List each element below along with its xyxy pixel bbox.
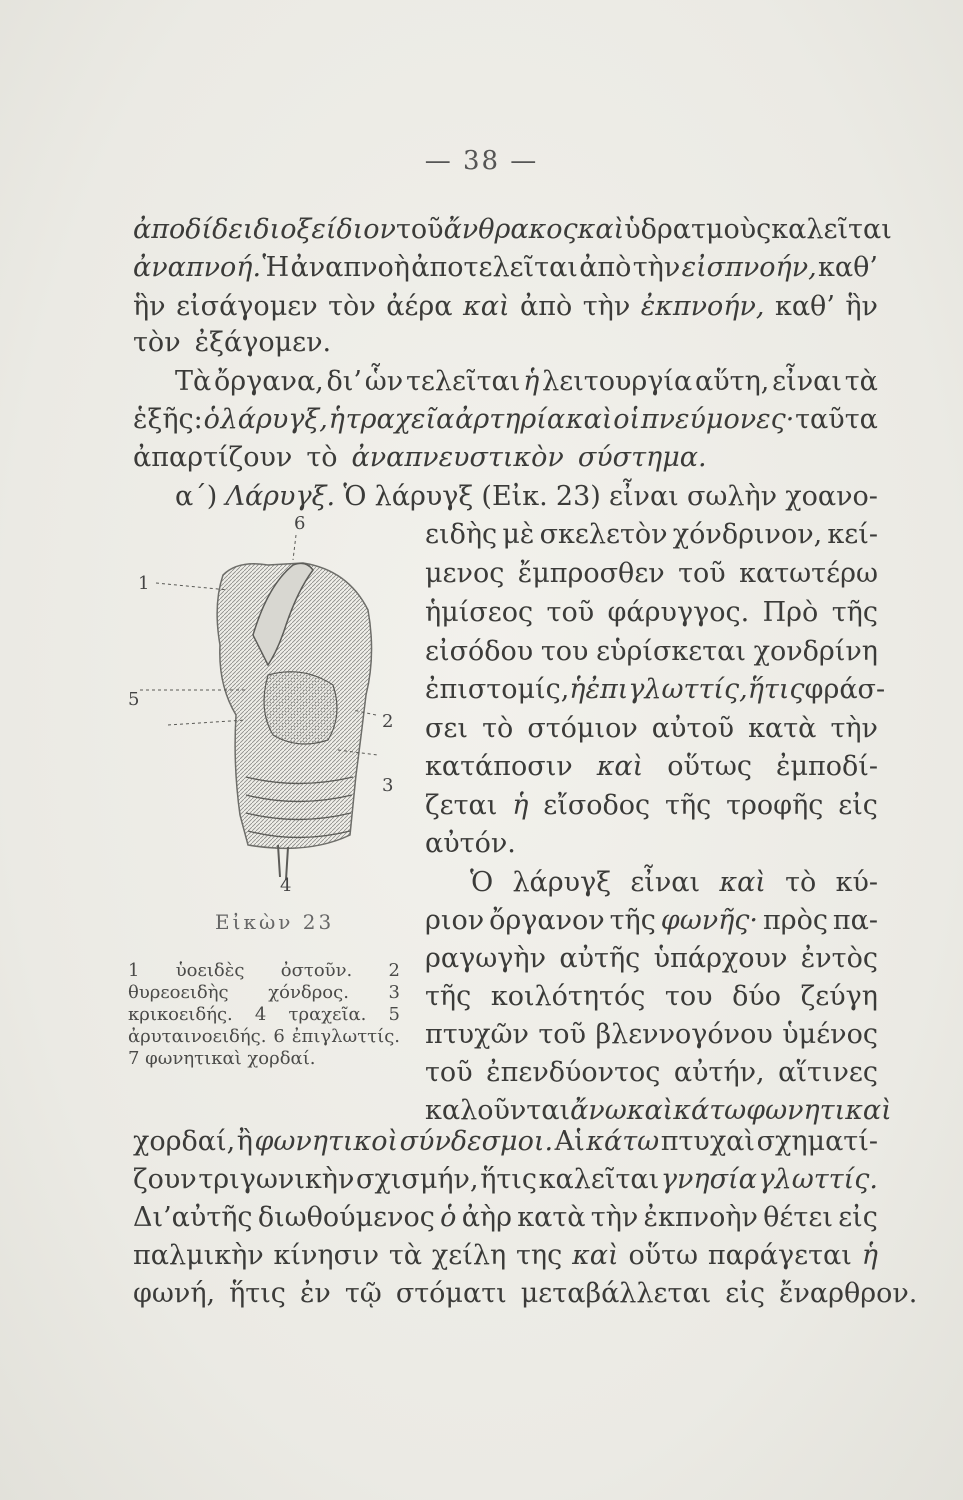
word: ἀπαρτίζουν	[133, 442, 293, 473]
word: ἀπὸ	[520, 291, 573, 322]
word: ἀναπνοή.	[133, 252, 262, 283]
text-line	[133, 251, 878, 285]
word: τὰ	[844, 366, 878, 397]
word: ἀὴρ	[461, 1202, 512, 1233]
word: ἐξάγομεν.	[194, 327, 332, 358]
word: κατάποσιν	[425, 751, 573, 782]
word: καθ’	[774, 291, 835, 322]
text-line	[175, 365, 878, 399]
word: ὑπάρχουν	[653, 943, 788, 974]
word: τὸν	[328, 291, 376, 322]
word: τῷ	[344, 1278, 382, 1309]
word: εἶναι	[630, 867, 701, 898]
word: Ἡ	[262, 252, 290, 283]
word: μενος	[425, 558, 505, 589]
word: ἐπιστομίς,	[425, 674, 570, 705]
word: τοῦ	[395, 214, 444, 245]
word: κοιλότητός	[490, 981, 646, 1012]
larynx-figure	[128, 515, 408, 895]
figure-title: Εἰκὼν 23	[215, 910, 335, 934]
word: φωνῆς·	[660, 905, 759, 936]
text-line	[425, 942, 878, 976]
word: οὕτως	[667, 751, 752, 782]
word: του	[540, 636, 589, 667]
text-line	[133, 1277, 917, 1311]
word: ἀναπνευστικὸν	[351, 442, 564, 473]
text-line	[133, 213, 892, 247]
word: καθ’	[818, 252, 878, 283]
word: ἔναρθρον.	[778, 1278, 918, 1309]
word: δύο	[732, 981, 782, 1012]
word: καὶ	[596, 751, 644, 782]
word: αὐτῆς	[559, 943, 641, 974]
word: χείλη	[431, 1240, 507, 1271]
text-line	[175, 480, 878, 514]
word: ἡ	[328, 404, 345, 435]
word: ἑξῆς:	[133, 404, 203, 435]
word: ἣν	[133, 291, 166, 322]
figure-label-2: 2	[382, 711, 394, 732]
word: Ὁ	[470, 867, 494, 898]
word: ἐν	[299, 1278, 331, 1309]
word: τροφῆς	[726, 790, 824, 821]
word: τῆς	[831, 597, 878, 628]
word: τῆς	[609, 905, 656, 936]
text-line	[425, 518, 878, 552]
word: καλεῖται	[538, 1164, 660, 1195]
word: ἄνθρακος	[443, 214, 578, 245]
word: ἀρτηρία	[455, 404, 566, 435]
word: ἥτις	[229, 1278, 286, 1309]
text-line	[133, 1239, 878, 1273]
word: ἢ	[236, 1126, 253, 1157]
word: γνησία	[660, 1164, 757, 1195]
word: πρὸς	[762, 905, 828, 936]
word: ἐπιγλωττίς,ἥτις	[585, 674, 805, 705]
text-line	[425, 904, 878, 938]
word: τριγωνικὴν	[198, 1164, 355, 1195]
text-line	[425, 1018, 878, 1052]
word: τοῦ	[546, 597, 595, 628]
word: ὁ	[203, 404, 220, 435]
word: ἀέρα	[386, 291, 453, 322]
word: Λάρυγξ.	[225, 481, 336, 512]
word: σχισμήν,	[356, 1164, 479, 1195]
text-line	[425, 789, 878, 823]
word: ἡ	[569, 674, 586, 705]
word: χονδρίνη	[753, 636, 878, 667]
text-line	[133, 1163, 878, 1197]
figure-label-5: 5	[128, 689, 140, 710]
word: ειδὴς	[425, 519, 498, 550]
text-line	[425, 1094, 892, 1128]
word: φωνή,	[133, 1278, 216, 1309]
figure-label-6: 6	[294, 515, 306, 534]
word: κατωτέρω	[739, 558, 878, 589]
word: ζουν	[133, 1164, 197, 1195]
word: κεί-	[827, 519, 878, 550]
word: ραγωγὴν	[425, 943, 546, 974]
word: 23)	[555, 481, 601, 512]
word: τοῦ	[678, 558, 726, 589]
word: ἐπενδύοντος	[486, 1057, 661, 1088]
word: Πρὸ	[762, 597, 819, 628]
word: καλεῖται	[771, 214, 892, 245]
word: (Εἰκ.	[481, 481, 548, 512]
word: σωλὴν	[686, 481, 778, 512]
text-line	[425, 557, 878, 591]
word: κατὰ	[748, 713, 817, 744]
word: ζεύγη	[800, 981, 878, 1012]
word: διοξείδιον	[253, 214, 396, 245]
word: ἡ	[512, 790, 529, 821]
word: ὑμένος	[782, 1019, 878, 1050]
word: κύ-	[835, 867, 878, 898]
word: αὕτη,	[695, 366, 770, 397]
word: τραχεῖα	[345, 404, 455, 435]
word: δι’	[326, 366, 362, 397]
word: ριον	[425, 905, 485, 936]
word: σει	[425, 713, 469, 744]
word: σύστημα.	[577, 442, 707, 473]
word: οὕτω	[628, 1240, 699, 1271]
text-line	[425, 673, 886, 707]
word: αἵτινες	[778, 1057, 878, 1088]
word: τὴν	[632, 252, 681, 283]
word: ἐκπνοὴν	[643, 1202, 758, 1233]
word: καὶ	[572, 1240, 619, 1271]
text-line	[425, 827, 516, 861]
word: καὶ	[463, 291, 510, 322]
word: αὐτόν.	[425, 828, 516, 859]
vocal-cavity-shape	[264, 672, 337, 744]
word: ἥτις	[480, 1164, 538, 1195]
word: Τὰ	[175, 366, 212, 397]
word: ἡ	[861, 1240, 878, 1271]
text-line	[425, 635, 878, 669]
word: εἰσάγομεν	[176, 291, 318, 322]
word: ἄνω	[570, 1095, 627, 1126]
word: α΄)	[175, 481, 218, 512]
word: ὑδρατμοὺς	[624, 214, 772, 245]
word: τὰ	[388, 1240, 423, 1271]
word: λάρυγξ,	[220, 404, 328, 435]
word: ἐκπνοήν,	[640, 291, 765, 322]
figure-caption: 1 ὑοειδὲς ὀστοῦν. 2 θυρεοειδὴς χόνδρος. 3 κρικοειδής. 4 τραχεῖα. 5 ἀρυταινοειδής. 6 ἐπιγλωττίς. 7 φωνητικαὶ χορδαί.	[128, 960, 400, 1069]
word: κατὰ	[517, 1202, 586, 1233]
word: καὶ	[565, 404, 613, 435]
word: εὑρίσκεται	[596, 636, 746, 667]
word: τὴν	[582, 291, 631, 322]
word: εἰσπνοήν,	[681, 252, 817, 283]
text-line	[133, 290, 878, 324]
word: ἐντὸς	[800, 943, 878, 974]
word: ἀπὸ	[579, 252, 632, 283]
word: της	[515, 1240, 563, 1271]
word: στόματι	[395, 1278, 507, 1309]
word: ἣν	[845, 291, 878, 322]
word: ζεται	[425, 790, 498, 821]
word: αὐτοῦ	[651, 713, 735, 744]
figure-label-1: 1	[138, 573, 150, 594]
word: τὸ	[482, 713, 514, 744]
word: εἰς	[725, 1278, 765, 1309]
word: πνεύμονες·	[640, 404, 795, 435]
word: τὸ	[306, 442, 338, 473]
word: φωνητικαὶ	[746, 1095, 892, 1126]
word: ὧν	[364, 366, 404, 397]
word: του	[664, 981, 713, 1012]
text-line	[133, 326, 331, 360]
word: μεταβάλλεται	[520, 1278, 712, 1309]
word: τὸ	[785, 867, 817, 898]
text-line	[133, 1201, 878, 1235]
word: ἐμποδί-	[775, 751, 878, 782]
word: πτυχαὶ	[660, 1126, 755, 1157]
word: τὴν	[590, 1202, 639, 1233]
text-line	[133, 1125, 878, 1159]
word: φάρυγγος.	[607, 597, 750, 628]
word: χόνδρινον,	[672, 519, 823, 550]
word: σχηματί-	[756, 1126, 878, 1157]
word: τελεῖται	[405, 366, 521, 397]
word: καὶ	[577, 214, 625, 245]
word: τοῦ	[425, 1057, 473, 1088]
word: εἴσοδος	[543, 790, 651, 821]
word: ὄργανον	[489, 905, 605, 936]
word: φράσ-	[804, 674, 886, 705]
word: κάτω	[586, 1126, 660, 1157]
text-line	[425, 712, 878, 746]
word: ἀποτελεῖται	[411, 252, 578, 283]
word: παλμικὴν	[133, 1240, 264, 1271]
text-line	[425, 596, 878, 630]
word: μὲ	[502, 519, 535, 550]
word: εἰς	[838, 790, 878, 821]
word: πα-	[832, 905, 878, 936]
word: διωθούμενος	[257, 1202, 435, 1233]
text-line	[133, 403, 878, 437]
word: σύνδεσμοι.	[399, 1126, 554, 1157]
word: τὴν	[830, 713, 878, 744]
word: γλωττίς.	[758, 1164, 878, 1195]
word: παράγεται	[707, 1240, 852, 1271]
word: φωνητικοὶ	[254, 1126, 399, 1157]
word: σκελετὸν	[539, 519, 668, 550]
word: χορδαί,	[133, 1126, 236, 1157]
word: κάτω	[673, 1095, 747, 1126]
word: εἰσόδου	[425, 636, 534, 667]
word: χοανο-	[785, 481, 878, 512]
word: αὐτήν,	[673, 1057, 765, 1088]
text-line	[133, 441, 707, 475]
word: τῆς	[665, 790, 712, 821]
word: οἱ	[613, 404, 641, 435]
word: ὄργανα,	[214, 366, 324, 397]
word: ὁ	[440, 1202, 457, 1233]
word: τοῦ	[538, 1019, 586, 1050]
word: τῆς	[425, 981, 472, 1012]
word: βλεννογόνου	[595, 1019, 773, 1050]
larynx-illustration	[128, 515, 408, 895]
word: ἡμίσεος	[425, 597, 534, 628]
word: ταῦτα	[795, 404, 878, 435]
text-line	[470, 866, 878, 900]
figure-label-4: 4	[280, 875, 292, 895]
word: ἀναπνοὴ	[290, 252, 410, 283]
word: ἔμπροσθεν	[517, 558, 665, 589]
word: τὸν	[133, 327, 181, 358]
figure-label-3: 3	[382, 775, 394, 796]
word: καὶ	[626, 1095, 674, 1126]
word: Ὁ	[343, 481, 367, 512]
page-number: — 38 —	[424, 146, 539, 176]
text-line	[425, 1056, 878, 1090]
word: λάρυγξ	[512, 867, 612, 898]
word: ἀποδίδει	[133, 214, 254, 245]
word: λειτουργία	[542, 366, 693, 397]
word: Δι’αὐτῆς	[133, 1202, 253, 1233]
word: λάρυγξ	[374, 481, 474, 512]
word: κίνησιν	[273, 1240, 380, 1271]
word: εἰς	[838, 1202, 878, 1233]
word: ἡ	[523, 366, 540, 397]
word: πτυχῶν	[425, 1019, 529, 1050]
word: καλοῦνται	[425, 1095, 571, 1126]
word: εἶναι	[772, 366, 842, 397]
word: Αἱ	[554, 1126, 585, 1157]
word: στόμιον	[527, 713, 638, 744]
word: εἶναι	[608, 481, 679, 512]
word: θέτει	[763, 1202, 833, 1233]
text-line	[425, 750, 878, 784]
word: καὶ	[719, 867, 766, 898]
text-line	[425, 980, 878, 1014]
